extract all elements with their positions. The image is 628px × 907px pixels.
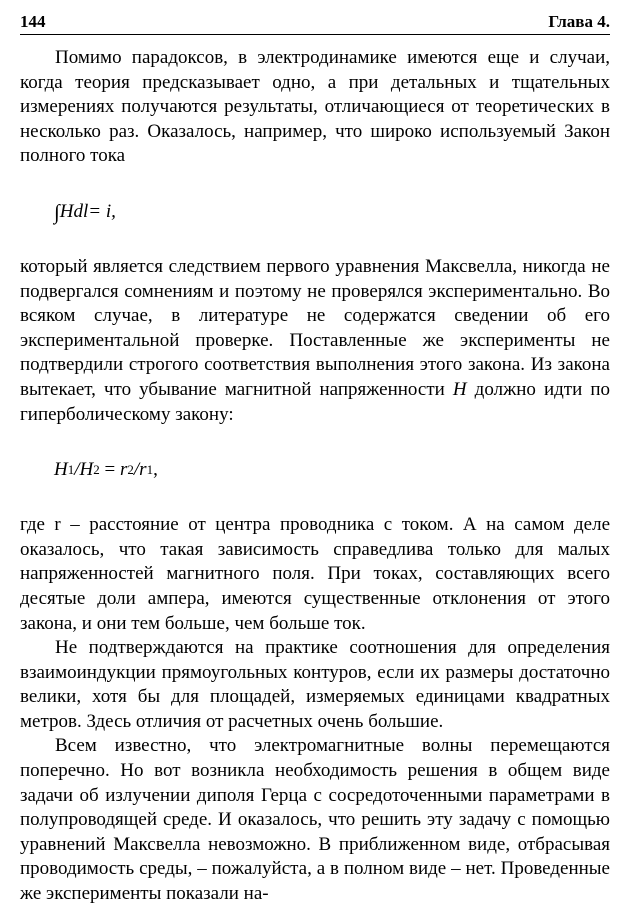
formula-total-current-law — [20, 169, 610, 255]
formula-rest: = i, — [88, 200, 116, 222]
paragraph-1: Помимо парадоксов, в электродинамике имеются еще и случаи, когда теория предсказывает одно, а при детальных и тщательных измерениях получаются результаты, отличающиеся от теоретических в несколько раз. Оказалось, например, что широко используемый Закон полного тока — [20, 47, 610, 167]
formula2-sub-2b: 2 — [127, 461, 134, 477]
formula2-comma: , — [153, 458, 158, 480]
integral-sign: ∫ — [54, 199, 60, 224]
page-number: 144 — [20, 12, 46, 31]
formula2-sub-1b: 1 — [146, 461, 154, 477]
formula2-h2: H — [79, 458, 94, 480]
book-page — [20, 0, 610, 905]
formula2-equals: = — [99, 458, 120, 480]
body-text — [20, 46, 610, 907]
formula2-sub-2a: 2 — [93, 461, 100, 477]
variable-h: H — [452, 378, 467, 400]
formula2-r1: r — [139, 458, 147, 480]
formula-hyperbolic-law — [20, 427, 610, 513]
paragraph-2 — [20, 255, 610, 427]
formula2-h1: H — [54, 458, 68, 480]
page-header — [20, 8, 610, 35]
formula2-slash-2: / — [133, 458, 140, 480]
paragraph-2-text-a: который является следствием первого уравнения Максвелла, никогда не подвергался сомнениям и поэтому не проверялся экспериментально. Во всяком случае, в литературе не содержатся сведении об его экспериментальной проверке. Поставленные же эксперименты не подтвердили строгого соответствия выполнения этого закона. Из закона вытекает, что убывание магнитной напряженности — [20, 255, 610, 400]
formula2-sub-1a: 1 — [67, 461, 75, 477]
paragraph-2-text-b: должно идти по гиперболическому закону: — [20, 378, 610, 425]
formula2-r2: r — [119, 458, 128, 480]
formula-expression: Hdl — [59, 200, 89, 222]
paragraph-3: где r – расстояние от центра проводника с током. А на самом деле оказалось, что такая зависимость справедлива только для малых напряженностей магнитного поля. При токах, составляющих всего десятые доли ампера, имеются существенные отклонения от этого закона, и они тем больше, чем больше ток. — [20, 514, 610, 634]
chapter-title: Глава 4. — [548, 12, 610, 31]
paragraph-4: Не подтверждаются на практике соотношения для определения взаимоиндукции прямоугольных контуров, если их размеры достаточно велики, хотя бы для площадей, измеряемых единицами квадратных метров. Здесь отличия от расчетных очень большие. — [20, 637, 610, 732]
paragraph-5: Всем известно, что электромагнитные волны перемещаются поперечно. Но вот возникла необходимость решения в общем виде задачи об излучении диполя Герца с сосредоточенными параметрами в полупроводящей среде. И оказалось, что решить эту задачу с помощью уравнений Максвелла невозможно. В приближенном виде, отбрасывая проводимость среды, – пожалуйста, а в полном виде – нет. Проведенные же эксперименты показали на- — [20, 735, 610, 905]
formula2-slash-1: / — [74, 458, 80, 480]
